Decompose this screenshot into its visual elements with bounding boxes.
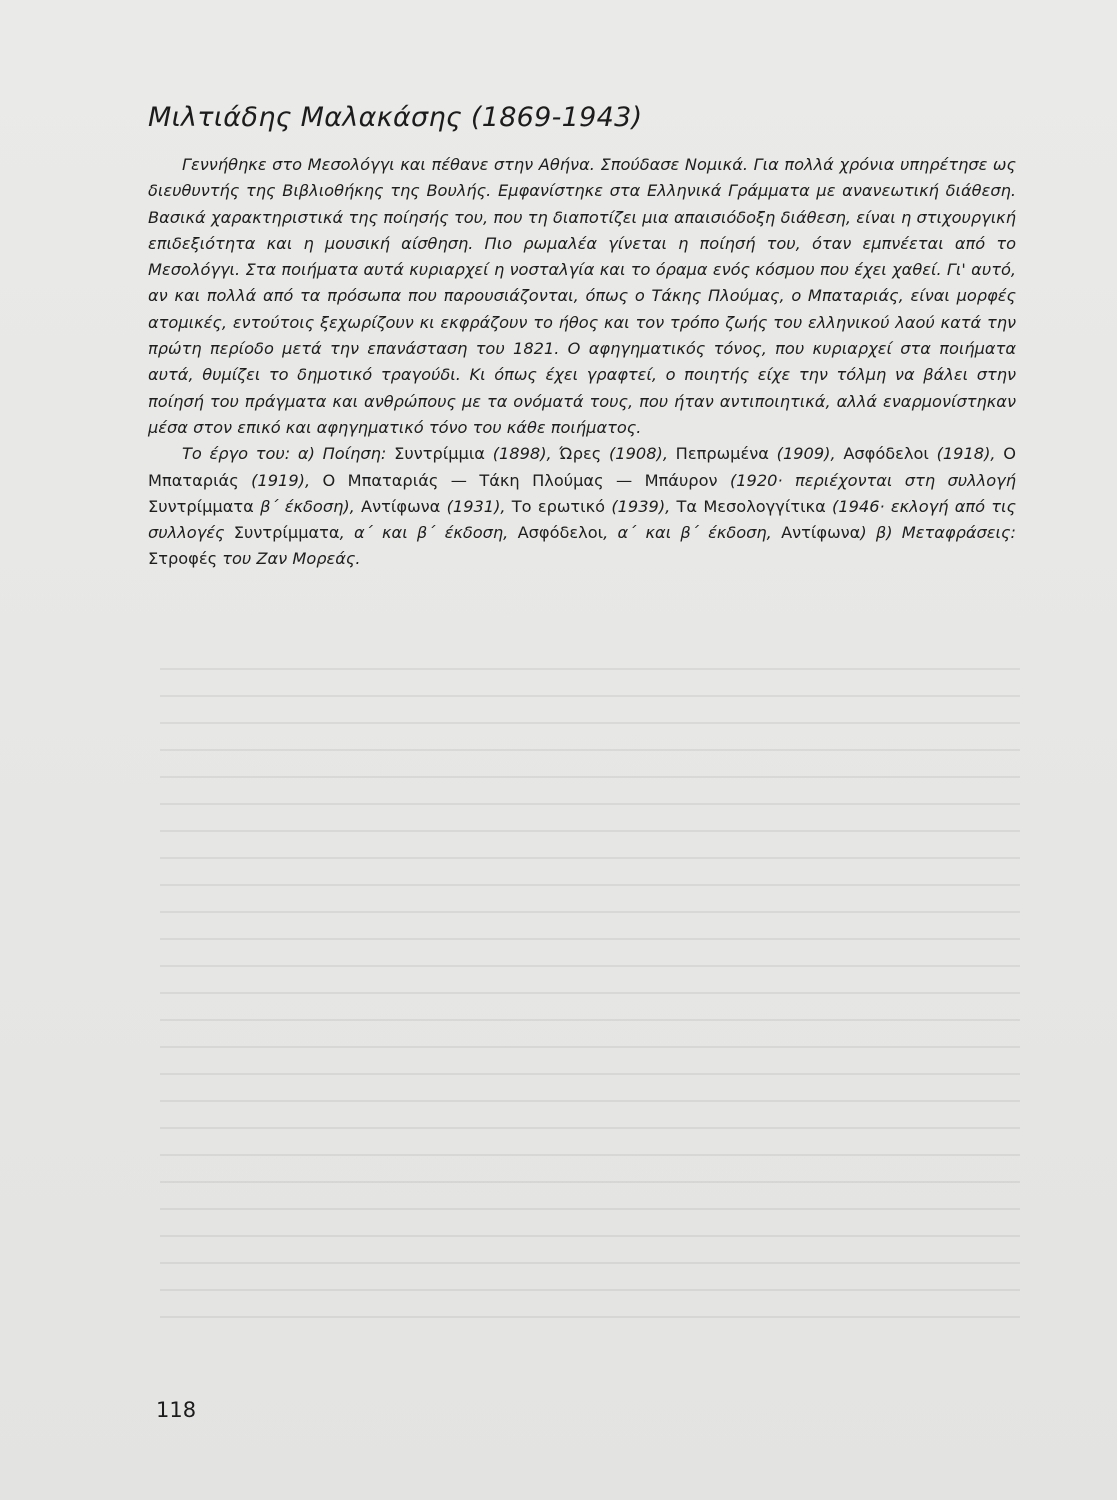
works-text-segment: (1939), — [605, 496, 677, 516]
biography-paragraph: Γεννήθηκε στο Μεσολόγγι και πέθανε στην Αθήνα. Σπούδασε Νομικά. Για πολλά χρόνια υπηρέτησε ως διευθυντής της Βιβλιοθήκης της Βουλής. Εμφανίστηκε στα Ελληνικά Γράμματα με ανανεωτική διάθεση. Βασικά χαρακτηριστικά της ποίησής του, που τη διαποτίζει μια απαισιόδοξη διάθεση, είναι η στιχουργική επιδεξιότητα και η μουσική αίσθηση. Πιο ρωμαλέα γίνεται η ποίησή του, όταν εμπνέεται από το Μεσολόγγι. Στα ποιήματα αυτά κυριαρχεί η νοσταλγία και το όραμα ενός κόσμου που έχει χαθεί. Γι' αυτό, αν και πολλά από τα πρόσωπα που παρουσιάζονται, όπως ο Τάκης Πλούμας, ο Μπαταριάς, είναι μορφές ατομικές, εντούτοις ξεχωρίζουν κι εκφράζουν το ήθος και τον τρόπο ζωής του ελληνικού λαού κατά την πρώτη περίοδο μετά την επανάσταση του 1821. Ο αφηγηματικός τόνος, που κυριαρχεί στα ποιήματα αυτά, θυμίζει το δημοτικό τραγούδι. Κι όπως έχει γραφτεί, ο ποιητής είχε την τόλμη να βάλει στην ποίησή του πράγματα και ανθρώπους με τα ονόματά τους, που ήταν αντιποιητικά, αλλά εναρμονίστηκαν μέσα στον επικό και αφηγηματικό τόνο του κάθε ποιήματος. — [148, 155, 1016, 437]
work-title: Τα Μεσολογγίτικα — [676, 496, 826, 516]
works-text-segment: του Ζαν Μορεάς. — [217, 549, 361, 569]
work-title: Ώρες — [559, 444, 602, 464]
page-title: Μιλτιάδης Μαλακάσης (1869-1943) — [148, 102, 643, 133]
works-text-segment: Το έργο του: α) Ποίηση: — [182, 444, 395, 464]
works-text-segment: (1909), — [768, 444, 844, 464]
work-title: Συντρίμματα — [148, 496, 254, 516]
work-title: Ο Μπαταριάς — Τάκη Πλούμας — Μπάυρον — [322, 470, 718, 490]
works-text-segment: ) β) Μεταφράσεις: — [860, 523, 1016, 543]
article-body — [148, 152, 1016, 573]
work-title: Πεπρωμένα — [675, 444, 769, 464]
works-text-segment: (1908), — [601, 444, 676, 464]
work-title: Ασφόδελοι — [517, 523, 604, 543]
work-title: Ασφόδελοι — [843, 444, 929, 464]
work-title: Συντρίμματα — [233, 523, 340, 543]
works-text-segment: (1898), — [484, 444, 560, 464]
page-number: 118 — [156, 1398, 197, 1422]
work-title: Αντίφωνα — [781, 523, 861, 543]
work-title: Ο Μπαταριάς — [148, 444, 1016, 490]
works-text-segment: (1946· εκλογή από τις συλλογές — [148, 496, 1017, 543]
works-text-segment: (1918), — [928, 444, 1004, 464]
works-text-segment: (1919), — [238, 470, 323, 490]
bleed-through-lines — [160, 650, 1020, 1330]
work-title: Συντρίμμια — [394, 444, 485, 464]
works-text-segment: , α΄ και β΄ έκδοση, — [603, 523, 782, 543]
works-text-segment: , α΄ και β΄ έκδοση, — [339, 523, 518, 543]
works-text-segment: β΄ έκδοση), — [253, 496, 362, 516]
works-text-segment: (1931), — [440, 496, 512, 516]
work-title: Στροφές — [148, 549, 218, 569]
works-text-segment: (1920· περιέχονται στη συλλογή — [717, 470, 1016, 490]
work-title: Αντίφωνα — [361, 496, 441, 516]
works-paragraph — [148, 441, 1016, 572]
work-title: Το ερωτικό — [511, 496, 606, 516]
